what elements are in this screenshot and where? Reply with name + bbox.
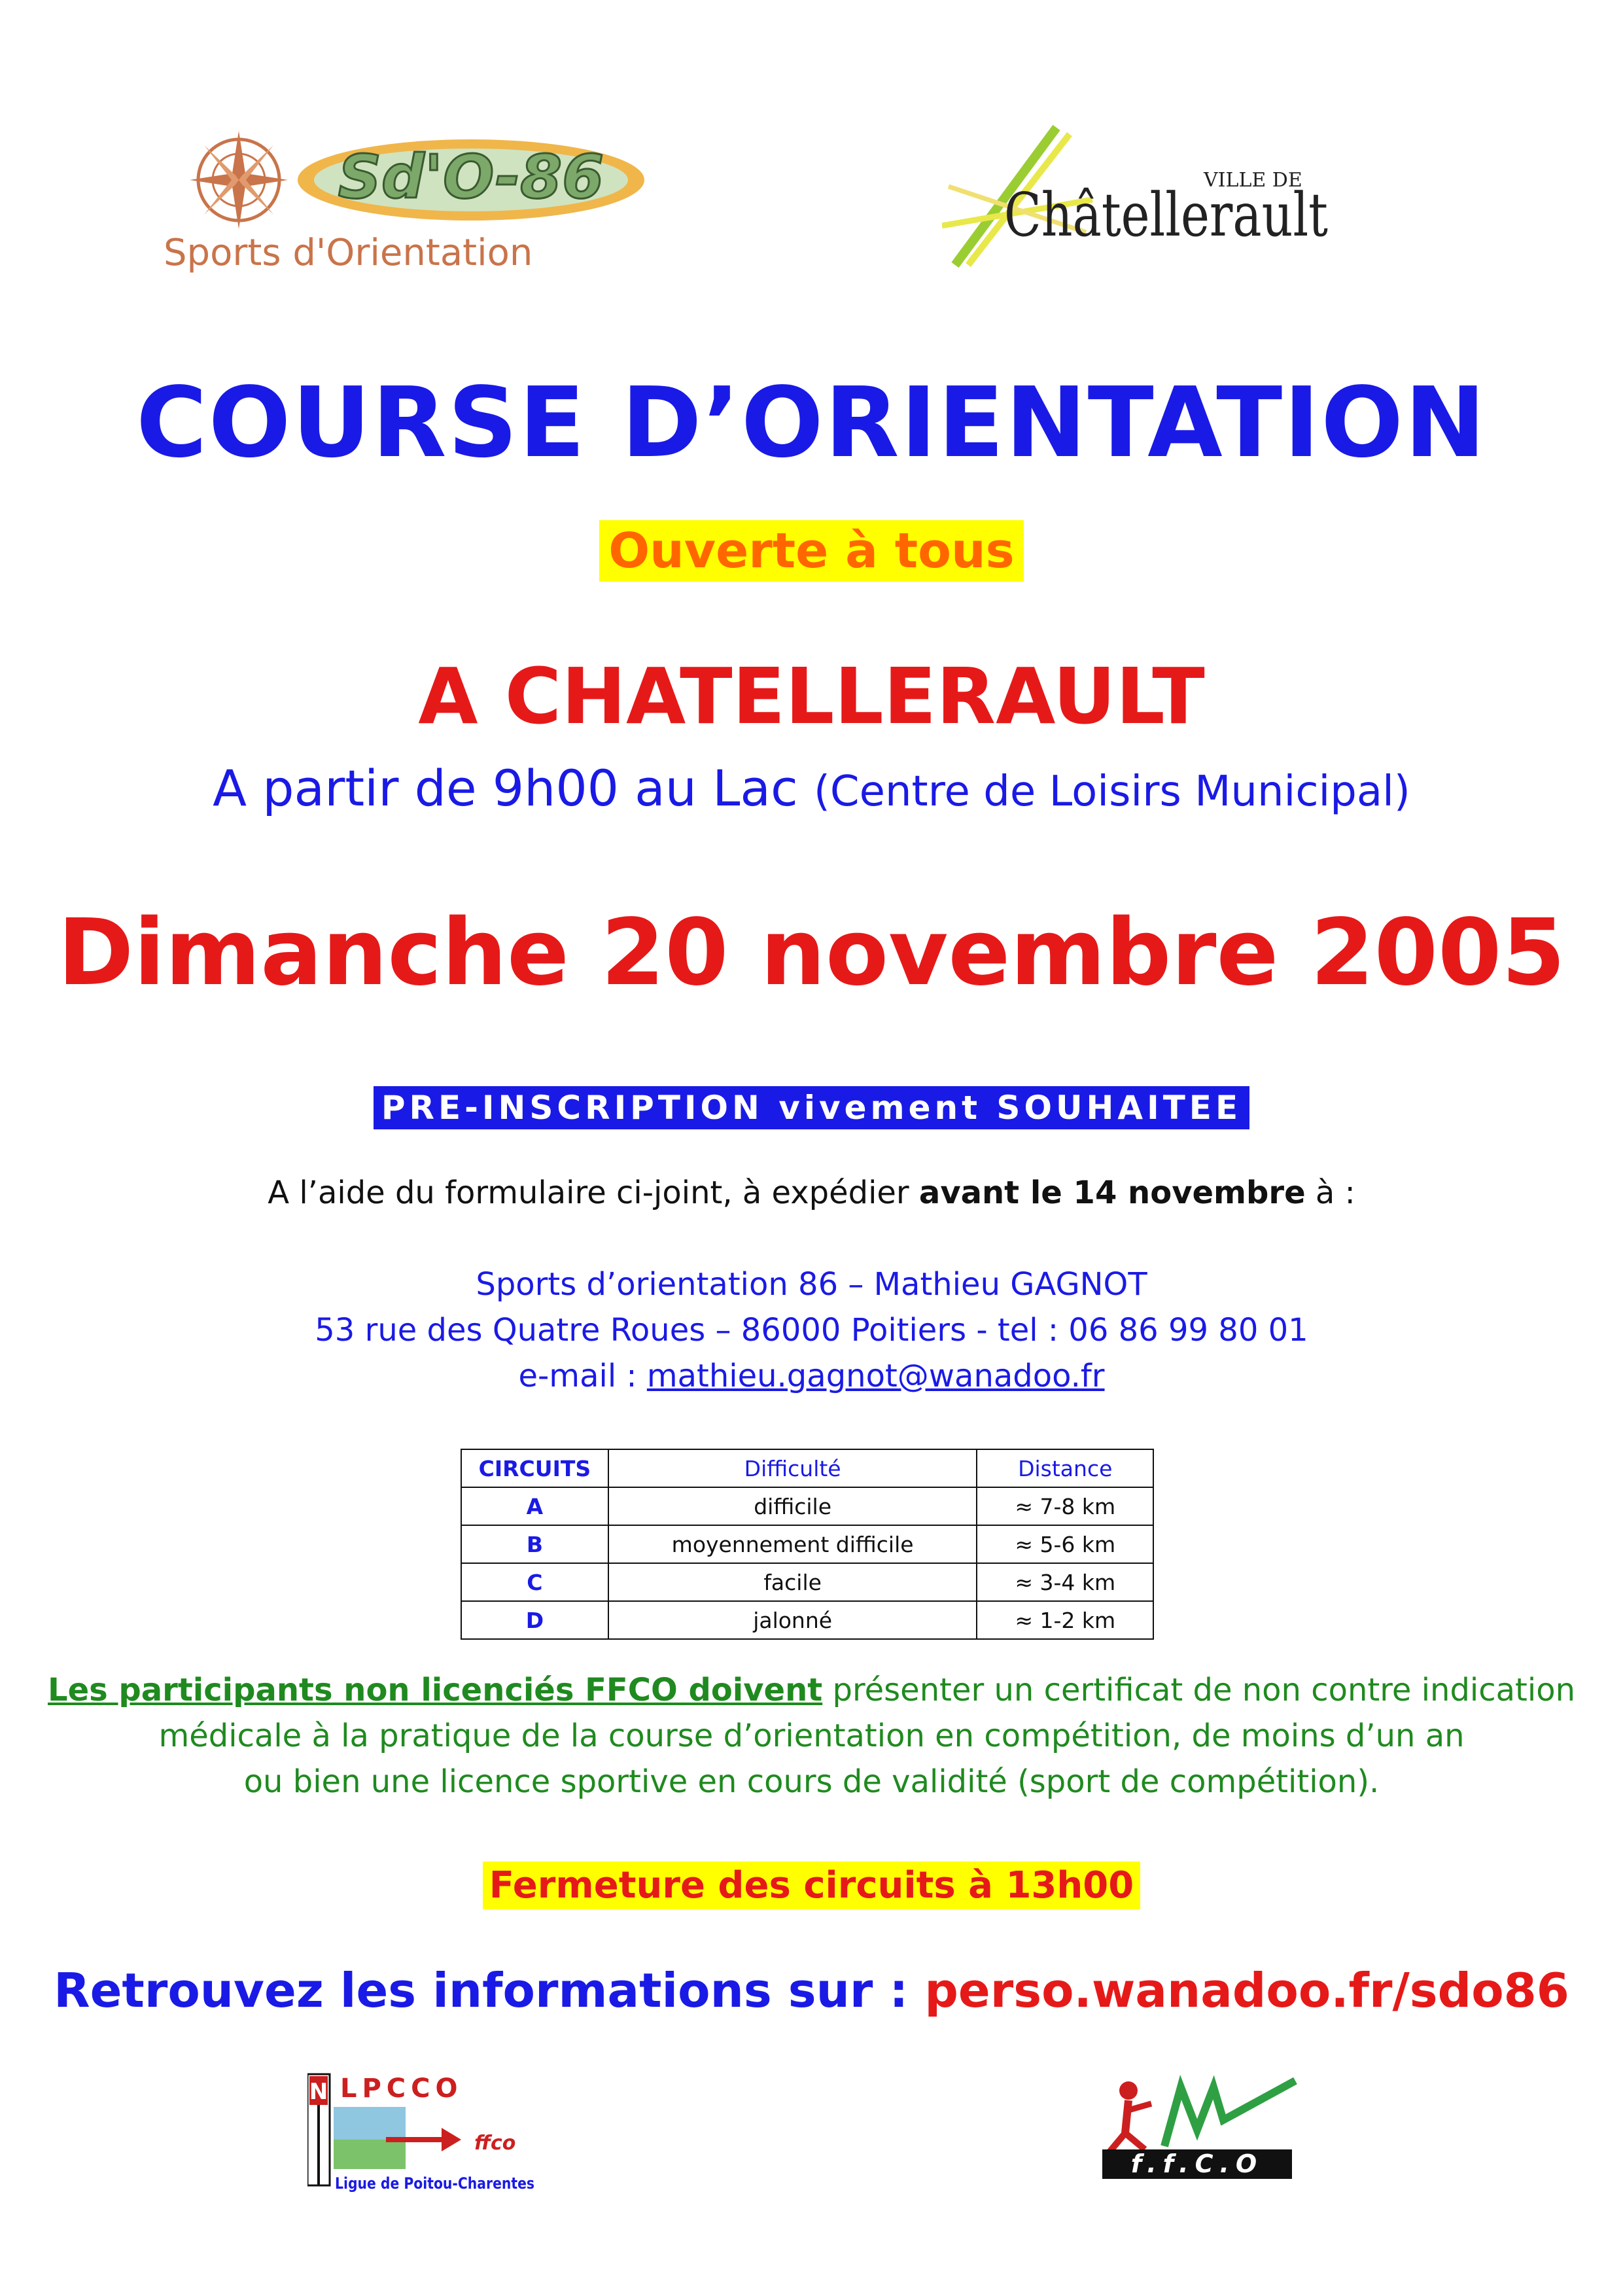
form-deadline: avant le 14 novembre [918,1174,1306,1211]
ffco-logo [1099,2068,1308,2179]
start-time-place: A partir de 9h00 au Lac [213,759,798,817]
notice-line-2: médicale à la pratique de la course d’orientation en compétition, de moins d’un an [158,1718,1465,1754]
info-label: Retrouvez les informations sur : [54,1963,925,2018]
circuit-cell: A [461,1487,608,1525]
notice-line-3: ou bien une licence sportive en cours de validité (sport de compétition). [243,1763,1380,1800]
sdo86-logo [157,118,680,281]
ffco-text: f.f.C.O [1130,2149,1264,2178]
lpcco-n-icon: N [309,2079,328,2105]
closing-wrap [0,1862,1623,1909]
address-line-1: Sports d’orientation 86 – Mathieu GAGNOT [476,1266,1147,1303]
table-row [461,1487,1153,1525]
chatellerault-logo [942,121,1335,272]
table-row [461,1525,1153,1563]
address-email-line [0,1358,1623,1394]
info-url-link[interactable]: perso.wanadoo.fr/sdo86 [924,1963,1569,2018]
form-text-after: à : [1305,1174,1355,1211]
notice-line-1 [0,1672,1623,1708]
column-header-circuits: CIRCUITS [461,1449,608,1487]
notice-emphasis: Les participants non licenciés FFCO doivent [47,1672,823,1708]
chatellerault-prefix: VILLE DE [1204,169,1302,192]
circuits-table [461,1449,1154,1640]
closing-badge: Fermeture des circuits à 13h00 [483,1862,1140,1909]
distance-cell: ≈ 7-8 km [977,1487,1153,1525]
start-info [0,759,1623,817]
email-link[interactable]: mathieu.gagnot@wanadoo.fr [646,1358,1105,1394]
notice-line-1-rest: présenter un certificat de non contre indication [822,1672,1575,1708]
lpcco-subtitle: Ligue de Poitou-Charentes [335,2174,534,2193]
chatellerault-name: Châtellerault [1004,180,1329,250]
difficulty-cell: moyennement difficile [608,1525,977,1563]
circuit-cell: D [461,1601,608,1639]
form-instructions [0,1174,1623,1211]
lpcco-ffco-mark: ffco [474,2132,516,2155]
lpcco-text: LPCCO [340,2074,463,2104]
open-badge-wrap [0,520,1623,582]
city-heading: A CHATELLERAULT [418,651,1205,741]
preinscription-wrap [0,1086,1623,1129]
distance-cell: ≈ 5-6 km [977,1525,1153,1563]
column-header-difficulty: Difficulté [608,1449,977,1487]
circuit-cell: C [461,1563,608,1601]
difficulty-cell: facile [608,1563,977,1601]
circuit-cell: B [461,1525,608,1563]
difficulty-cell: jalonné [608,1601,977,1639]
page-title: COURSE D’ORIENTATION [136,366,1487,479]
lpcco-logo [307,2068,543,2199]
email-label: e-mail : [518,1358,647,1394]
table-row [461,1563,1153,1601]
compass-rose-icon [190,131,288,229]
start-venue: (Centre de Loisirs Municipal) [813,768,1410,816]
sdo-logo-text: Sd'O-86 [338,142,604,212]
runner-icon [1109,2081,1151,2153]
info-line [0,1963,1623,2018]
table-row [461,1601,1153,1639]
difficulty-cell: difficile [608,1487,977,1525]
table-header-row [461,1449,1153,1487]
address-line-2: 53 rue des Quatre Roues – 86000 Poitiers - tel : 06 86 99 80 01 [315,1312,1308,1349]
distance-cell: ≈ 1-2 km [977,1601,1153,1639]
open-badge: Ouverte à tous [599,520,1023,582]
sdo-logo-subtitle: Sports d'Orientation [164,232,533,274]
column-header-distance: Distance [977,1449,1153,1487]
form-text-before: A l’aide du formulaire ci-joint, à expédier [268,1174,919,1211]
distance-cell: ≈ 3-4 km [977,1563,1153,1601]
event-date: Dimanche 20 novembre 2005 [58,900,1565,1006]
preinscription-badge: PRE-INSCRIPTION vivement SOUHAITEE [374,1086,1249,1129]
